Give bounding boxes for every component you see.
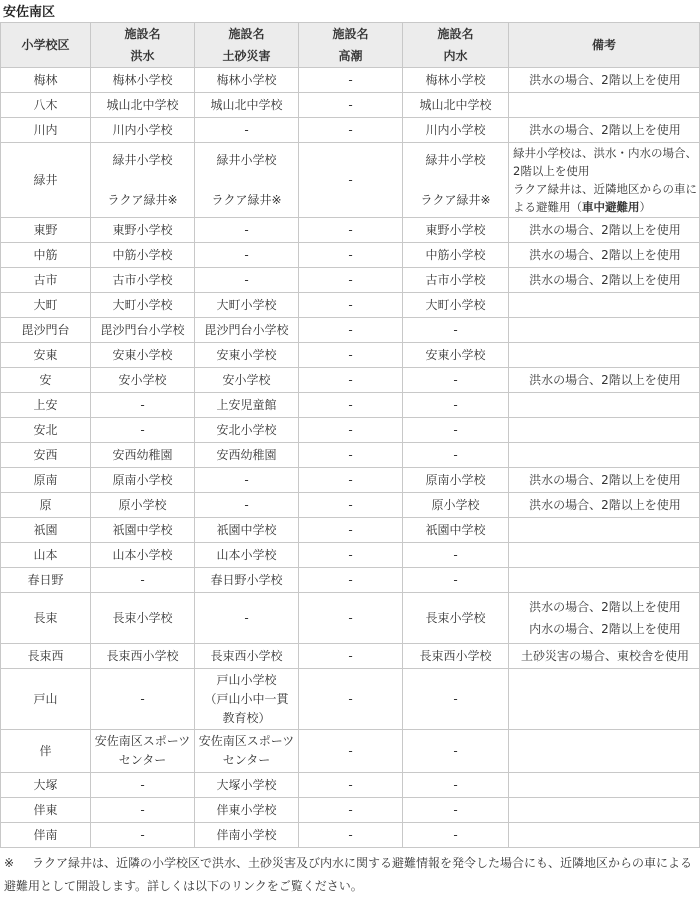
cell-flood: 原小学校 bbox=[91, 493, 195, 518]
cell-line: 安佐南区スポーツ bbox=[198, 734, 295, 748]
cell-flood: - bbox=[91, 568, 195, 593]
table-row bbox=[1, 343, 700, 368]
cell-inland: - bbox=[403, 393, 509, 418]
table-row bbox=[1, 368, 700, 393]
cell-surge: - bbox=[299, 293, 403, 318]
cell-line: 戸山小学校 bbox=[216, 672, 277, 687]
header-flood bbox=[91, 23, 195, 68]
cell-note: 洪水の場合、2階以上を使用 bbox=[509, 243, 700, 268]
cell-district: 長束西 bbox=[1, 644, 91, 669]
cell-flood: 古市小学校 bbox=[91, 268, 195, 293]
cell-district: 緑井 bbox=[1, 143, 91, 218]
cell-surge: - bbox=[299, 118, 403, 143]
cell-landslide: 安西幼稚園 bbox=[195, 443, 299, 468]
table-row bbox=[1, 93, 700, 118]
cell-landslide bbox=[195, 730, 299, 773]
cell-surge: - bbox=[299, 318, 403, 343]
table-row bbox=[1, 543, 700, 568]
cell-note: 洪水の場合、2階以上を使用 bbox=[509, 468, 700, 493]
cell-landslide: 祇園中学校 bbox=[195, 518, 299, 543]
cell-landslide: 伴東小学校 bbox=[195, 798, 299, 823]
cell-flood: 安東小学校 bbox=[91, 343, 195, 368]
cell-surge: - bbox=[299, 268, 403, 293]
header-remarks: 備考 bbox=[509, 23, 700, 68]
cell-line: ラクア緑井※ bbox=[420, 193, 491, 207]
cell-note bbox=[509, 343, 700, 368]
cell-flood: 東野小学校 bbox=[91, 218, 195, 243]
cell-inland: 大町小学校 bbox=[403, 293, 509, 318]
header-flood-label: 洪水 bbox=[130, 49, 155, 63]
cell-note bbox=[509, 518, 700, 543]
cell-district: 安西 bbox=[1, 443, 91, 468]
cell-district: 大塚 bbox=[1, 773, 91, 798]
cell-note bbox=[509, 418, 700, 443]
table-row bbox=[1, 218, 700, 243]
cell-inland: 川内小学校 bbox=[403, 118, 509, 143]
cell-note: 洪水の場合、2階以上を使用 bbox=[509, 493, 700, 518]
cell-landslide: 毘沙門台小学校 bbox=[195, 318, 299, 343]
cell-district: 原 bbox=[1, 493, 91, 518]
table-row bbox=[1, 393, 700, 418]
cell-line: ラクア緑井※ bbox=[107, 193, 178, 207]
header-landslide-label: 土砂災害 bbox=[222, 49, 271, 63]
cell-flood: - bbox=[91, 823, 195, 848]
cell-landslide: - bbox=[195, 468, 299, 493]
cell-district: 上安 bbox=[1, 393, 91, 418]
cell-note: 洪水の場合、2階以上を使用 bbox=[509, 118, 700, 143]
cell-flood: - bbox=[91, 798, 195, 823]
cell-flood: 山本小学校 bbox=[91, 543, 195, 568]
cell-surge: - bbox=[299, 669, 403, 730]
cell-flood: 原南小学校 bbox=[91, 468, 195, 493]
cell-district: 安東 bbox=[1, 343, 91, 368]
cell-district: 山本 bbox=[1, 543, 91, 568]
header-inland bbox=[403, 23, 509, 68]
cell-flood: 城山北中学校 bbox=[91, 93, 195, 118]
cell-landslide: - bbox=[195, 593, 299, 644]
cell-note bbox=[509, 143, 700, 218]
cell-surge: - bbox=[299, 443, 403, 468]
cell-note bbox=[509, 823, 700, 848]
cell-line: ラクア緑井※ bbox=[211, 193, 282, 207]
cell-district: 春日野 bbox=[1, 568, 91, 593]
cell-landslide: 長束西小学校 bbox=[195, 644, 299, 669]
cell-line: （戸山小中一貫 bbox=[204, 691, 289, 706]
cell-surge: - bbox=[299, 823, 403, 848]
header-landslide bbox=[195, 23, 299, 68]
cell-landslide: - bbox=[195, 493, 299, 518]
cell-inland: - bbox=[403, 568, 509, 593]
cell-surge: - bbox=[299, 68, 403, 93]
table-row bbox=[1, 493, 700, 518]
cell-surge: - bbox=[299, 518, 403, 543]
cell-district: 伴 bbox=[1, 730, 91, 773]
header-facility-label: 施設名 bbox=[124, 27, 161, 41]
note-emphasis: 車中避難用 bbox=[582, 200, 640, 214]
cell-note bbox=[509, 773, 700, 798]
header-inland-label: 内水 bbox=[443, 49, 468, 63]
note-line: ） bbox=[639, 200, 651, 214]
cell-inland: 東野小学校 bbox=[403, 218, 509, 243]
cell-district: 安 bbox=[1, 368, 91, 393]
cell-landslide bbox=[195, 143, 299, 218]
table-row bbox=[1, 318, 700, 343]
cell-inland: - bbox=[403, 418, 509, 443]
cell-landslide bbox=[195, 669, 299, 730]
table-row bbox=[1, 268, 700, 293]
cell-flood: - bbox=[91, 418, 195, 443]
header-facility-label: 施設名 bbox=[228, 27, 265, 41]
cell-inland: 城山北中学校 bbox=[403, 93, 509, 118]
table-header bbox=[1, 23, 700, 68]
table-row bbox=[1, 118, 700, 143]
cell-district: 戸山 bbox=[1, 669, 91, 730]
table-row bbox=[1, 593, 700, 644]
cell-district: 中筋 bbox=[1, 243, 91, 268]
table-row bbox=[1, 798, 700, 823]
cell-landslide: 伴南小学校 bbox=[195, 823, 299, 848]
cell-surge: - bbox=[299, 798, 403, 823]
table-row bbox=[1, 669, 700, 730]
cell-line: 緑井小学校 bbox=[425, 153, 486, 167]
table-row bbox=[1, 418, 700, 443]
cell-line: センター bbox=[118, 753, 167, 767]
cell-note bbox=[509, 318, 700, 343]
cell-note: 洪水の場合、2階以上を使用 bbox=[509, 368, 700, 393]
table-row bbox=[1, 823, 700, 848]
cell-flood bbox=[91, 730, 195, 773]
cell-flood: - bbox=[91, 773, 195, 798]
cell-surge: - bbox=[299, 593, 403, 644]
cell-note bbox=[509, 568, 700, 593]
page-title: 安佐南区 bbox=[3, 5, 56, 20]
cell-surge: - bbox=[299, 644, 403, 669]
cell-landslide: 春日野小学校 bbox=[195, 568, 299, 593]
cell-landslide: - bbox=[195, 268, 299, 293]
cell-note: 洪水の場合、2階以上を使用 bbox=[509, 218, 700, 243]
cell-district: 川内 bbox=[1, 118, 91, 143]
cell-flood: 毘沙門台小学校 bbox=[91, 318, 195, 343]
cell-flood: 大町小学校 bbox=[91, 293, 195, 318]
cell-flood: 梅林小学校 bbox=[91, 68, 195, 93]
cell-landslide: 梅林小学校 bbox=[195, 68, 299, 93]
cell-district: 八木 bbox=[1, 93, 91, 118]
cell-district: 祇園 bbox=[1, 518, 91, 543]
cell-line: 安佐南区スポーツ bbox=[94, 734, 191, 748]
evacuation-table bbox=[0, 22, 700, 848]
cell-flood: - bbox=[91, 669, 195, 730]
cell-inland: - bbox=[403, 730, 509, 773]
cell-district: 古市 bbox=[1, 268, 91, 293]
cell-flood: 安西幼稚園 bbox=[91, 443, 195, 468]
table-row bbox=[1, 518, 700, 543]
cell-inland: 祇園中学校 bbox=[403, 518, 509, 543]
table-row bbox=[1, 443, 700, 468]
cell-surge: - bbox=[299, 493, 403, 518]
cell-inland: 中筋小学校 bbox=[403, 243, 509, 268]
cell-district: 梅林 bbox=[1, 68, 91, 93]
cell-district: 伴東 bbox=[1, 798, 91, 823]
header-storm-surge bbox=[299, 23, 403, 68]
note-line: 内水の場合、2階以上を使用 bbox=[529, 622, 681, 636]
cell-surge: - bbox=[299, 93, 403, 118]
cell-line: 緑井小学校 bbox=[216, 153, 277, 167]
note-line: 緑井小学校は、洪水・内水の場合、2階以上を使用 bbox=[513, 146, 697, 178]
cell-surge: - bbox=[299, 343, 403, 368]
cell-landslide: 上安児童館 bbox=[195, 393, 299, 418]
cell-line: 教育校） bbox=[222, 710, 271, 725]
cell-line: 緑井小学校 bbox=[112, 153, 173, 167]
cell-note bbox=[509, 293, 700, 318]
header-facility-label: 施設名 bbox=[437, 27, 474, 41]
cell-surge: - bbox=[299, 468, 403, 493]
cell-landslide: 大町小学校 bbox=[195, 293, 299, 318]
cell-inland: - bbox=[403, 443, 509, 468]
cell-district: 原南 bbox=[1, 468, 91, 493]
cell-flood: - bbox=[91, 393, 195, 418]
cell-flood: 中筋小学校 bbox=[91, 243, 195, 268]
cell-inland: - bbox=[403, 798, 509, 823]
table-row bbox=[1, 730, 700, 773]
cell-landslide: - bbox=[195, 118, 299, 143]
cell-inland: 梅林小学校 bbox=[403, 68, 509, 93]
cell-surge: - bbox=[299, 418, 403, 443]
cell-inland: 安東小学校 bbox=[403, 343, 509, 368]
footnote-text: ラクア緑井は、近隣の小学校区で洪水、土砂災害及び内水に関する避難情報を発令した場合にも、近隣地区からの車による避難用として開設します。詳しくは以下のリンクをご覧ください。 bbox=[4, 856, 693, 893]
table-row bbox=[1, 143, 700, 218]
cell-surge: - bbox=[299, 143, 403, 218]
cell-landslide: 安小学校 bbox=[195, 368, 299, 393]
cell-landslide: 安東小学校 bbox=[195, 343, 299, 368]
cell-surge: - bbox=[299, 730, 403, 773]
cell-note bbox=[509, 798, 700, 823]
cell-landslide: 安北小学校 bbox=[195, 418, 299, 443]
cell-landslide: 城山北中学校 bbox=[195, 93, 299, 118]
cell-district: 長束 bbox=[1, 593, 91, 644]
cell-surge: - bbox=[299, 393, 403, 418]
cell-inland: 原南小学校 bbox=[403, 468, 509, 493]
cell-inland: 長束小学校 bbox=[403, 593, 509, 644]
cell-district: 大町 bbox=[1, 293, 91, 318]
cell-flood bbox=[91, 143, 195, 218]
cell-inland: 長束西小学校 bbox=[403, 644, 509, 669]
cell-surge: - bbox=[299, 773, 403, 798]
cell-flood: 祇園中学校 bbox=[91, 518, 195, 543]
note-line: 洪水の場合、2階以上を使用 bbox=[529, 600, 681, 614]
cell-surge: - bbox=[299, 568, 403, 593]
cell-note bbox=[509, 593, 700, 644]
cell-district: 毘沙門台 bbox=[1, 318, 91, 343]
cell-inland bbox=[403, 143, 509, 218]
note-line: ラクア緑井は、近隣地区からの車による避難用（ bbox=[513, 182, 697, 214]
cell-landslide: - bbox=[195, 243, 299, 268]
cell-district: 安北 bbox=[1, 418, 91, 443]
table-row bbox=[1, 293, 700, 318]
cell-note bbox=[509, 393, 700, 418]
cell-landslide: 大塚小学校 bbox=[195, 773, 299, 798]
header-school-district: 小学校区 bbox=[1, 23, 91, 68]
cell-note: 洪水の場合、2階以上を使用 bbox=[509, 268, 700, 293]
table-body bbox=[1, 68, 700, 848]
cell-inland: - bbox=[403, 823, 509, 848]
cell-note bbox=[509, 443, 700, 468]
cell-flood: 長束西小学校 bbox=[91, 644, 195, 669]
cell-surge: - bbox=[299, 368, 403, 393]
header-surge-label: 高潮 bbox=[338, 49, 363, 63]
table-row bbox=[1, 243, 700, 268]
cell-note bbox=[509, 543, 700, 568]
cell-note bbox=[509, 730, 700, 773]
footnote bbox=[0, 848, 694, 898]
cell-line: センター bbox=[222, 753, 271, 767]
cell-landslide: - bbox=[195, 218, 299, 243]
cell-surge: - bbox=[299, 543, 403, 568]
cell-note: 土砂災害の場合、東校舎を使用 bbox=[509, 644, 700, 669]
cell-inland: - bbox=[403, 543, 509, 568]
cell-inland: 古市小学校 bbox=[403, 268, 509, 293]
cell-flood: 長束小学校 bbox=[91, 593, 195, 644]
cell-district: 伴南 bbox=[1, 823, 91, 848]
cell-inland: - bbox=[403, 773, 509, 798]
table-row bbox=[1, 773, 700, 798]
cell-note: 洪水の場合、2階以上を使用 bbox=[509, 68, 700, 93]
cell-note bbox=[509, 669, 700, 730]
table-row bbox=[1, 68, 700, 93]
cell-inland: - bbox=[403, 368, 509, 393]
cell-surge: - bbox=[299, 218, 403, 243]
cell-note bbox=[509, 93, 700, 118]
cell-inland: 原小学校 bbox=[403, 493, 509, 518]
cell-inland: - bbox=[403, 669, 509, 730]
table-row bbox=[1, 644, 700, 669]
footnote-mark: ※ bbox=[4, 856, 15, 870]
cell-landslide: 山本小学校 bbox=[195, 543, 299, 568]
cell-surge: - bbox=[299, 243, 403, 268]
cell-flood: 安小学校 bbox=[91, 368, 195, 393]
table-row bbox=[1, 568, 700, 593]
header-facility-label: 施設名 bbox=[332, 27, 369, 41]
cell-flood: 川内小学校 bbox=[91, 118, 195, 143]
cell-district: 東野 bbox=[1, 218, 91, 243]
cell-inland: - bbox=[403, 318, 509, 343]
table-row bbox=[1, 468, 700, 493]
